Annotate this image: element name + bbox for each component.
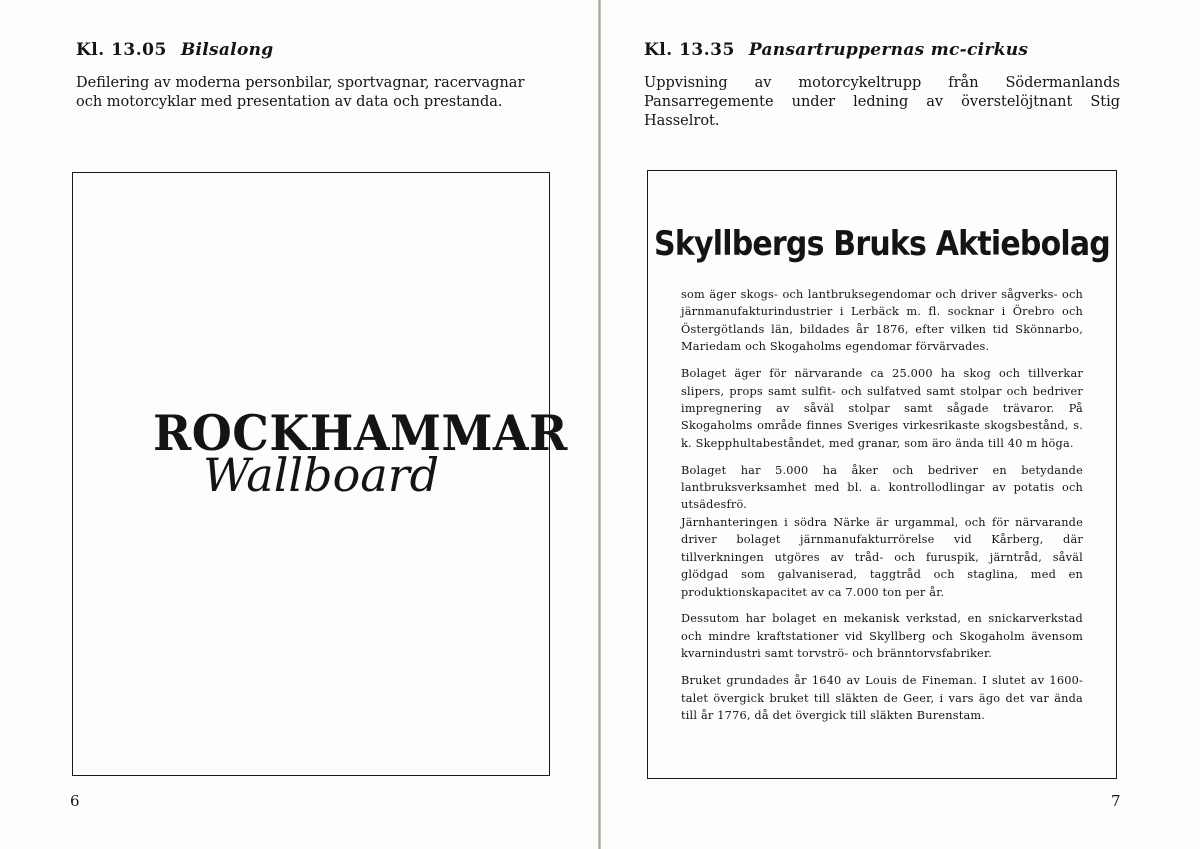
program-time: Kl. 13.35 (644, 40, 735, 60)
advertisement-rockhammar (72, 172, 568, 776)
program-title: Pansartruppernas mc-cirkus (748, 40, 1029, 60)
logo-brand: ROCKHAMMAR (153, 404, 568, 462)
rockhammar-logo (153, 404, 568, 515)
advertisement-skyllberg (647, 170, 1117, 779)
program-description: Defilering av moderna personbilar, sportvagnar, racervagnar och motorcyklar med presentation av data och prestanda. (76, 75, 525, 110)
ad-paragraph: Bolaget äger för närvarande ca 25.000 ha skog och tillverkar slipers, props samt sulfit- och sulfatved samt stolpar och bedriver impregnering av såväl stolpar samt sågade trävaror. På Skogaholms område finnes Sveriges virkesrikaste skogsbestånd, s. k. Skepphultabeståndet, med granar, som äro ända till 40 m höga. (681, 367, 1083, 450)
program-title: Bilsalong (180, 40, 274, 60)
logo-product: Wallboard (203, 448, 440, 502)
ad-paragraph: Bolaget har 5.000 ha åker och bedriver en betydande lantbruksverksamhet med bl. a. kontrollodlingar av potatis och utsädesfrö. (681, 463, 1083, 512)
page-number: 7 (1111, 792, 1121, 810)
right-page (600, 0, 1200, 849)
ad-paragraph: som äger skogs- och lantbruksegendomar och driver sågverks- och järnmanufakturindustrier i Lerbäck m. fl. socknar i Örebro och Östergötlands län, bildades år 1876, efter vilken tid Skönnarbo, Mariedam och Skogaholms egendomar förvärvades. (681, 288, 1083, 354)
program-heading (76, 40, 273, 60)
program-description: Uppvisning av motorcykeltrupp från Södermanlands Pansarregemente under ledning av överstelöjtnant Stig Hasselrot. (644, 75, 1120, 129)
program-heading (644, 40, 1028, 60)
page-number: 6 (70, 792, 80, 810)
program-time: Kl. 13.05 (76, 40, 167, 60)
ad-title: Skyllbergs Bruks Aktiebolag (654, 224, 1110, 265)
ad-paragraph: Järnhanteringen i södra Närke är urgammal, och för närvarande driver bolaget järnmanufakturrörelse vid Kårberg, där tillverkningen utgöres av tråd- och furuspik, järntråd, såväl glödgad som galvaniserad, taggtråd och staglina, med en produktionskapacitet av ca 7.000 ton per år. (681, 515, 1083, 599)
ad-paragraph: Dessutom har bolaget en mekanisk verkstad, en snickarverkstad och mindre kraftstationer vid Skyllberg och Skogaholm ävensom kvarnindustri samt torvströ- och bränntorvsfabriker. (681, 612, 1083, 661)
ad-paragraph: Bruket grundades år 1640 av Louis de Fineman. I slutet av 1600-talet övergick bruket till släkten de Geer, i vars ägo det var ända till år 1776, då det övergick till släkten Burenstam. (681, 674, 1083, 722)
ad-body (681, 286, 1083, 734)
